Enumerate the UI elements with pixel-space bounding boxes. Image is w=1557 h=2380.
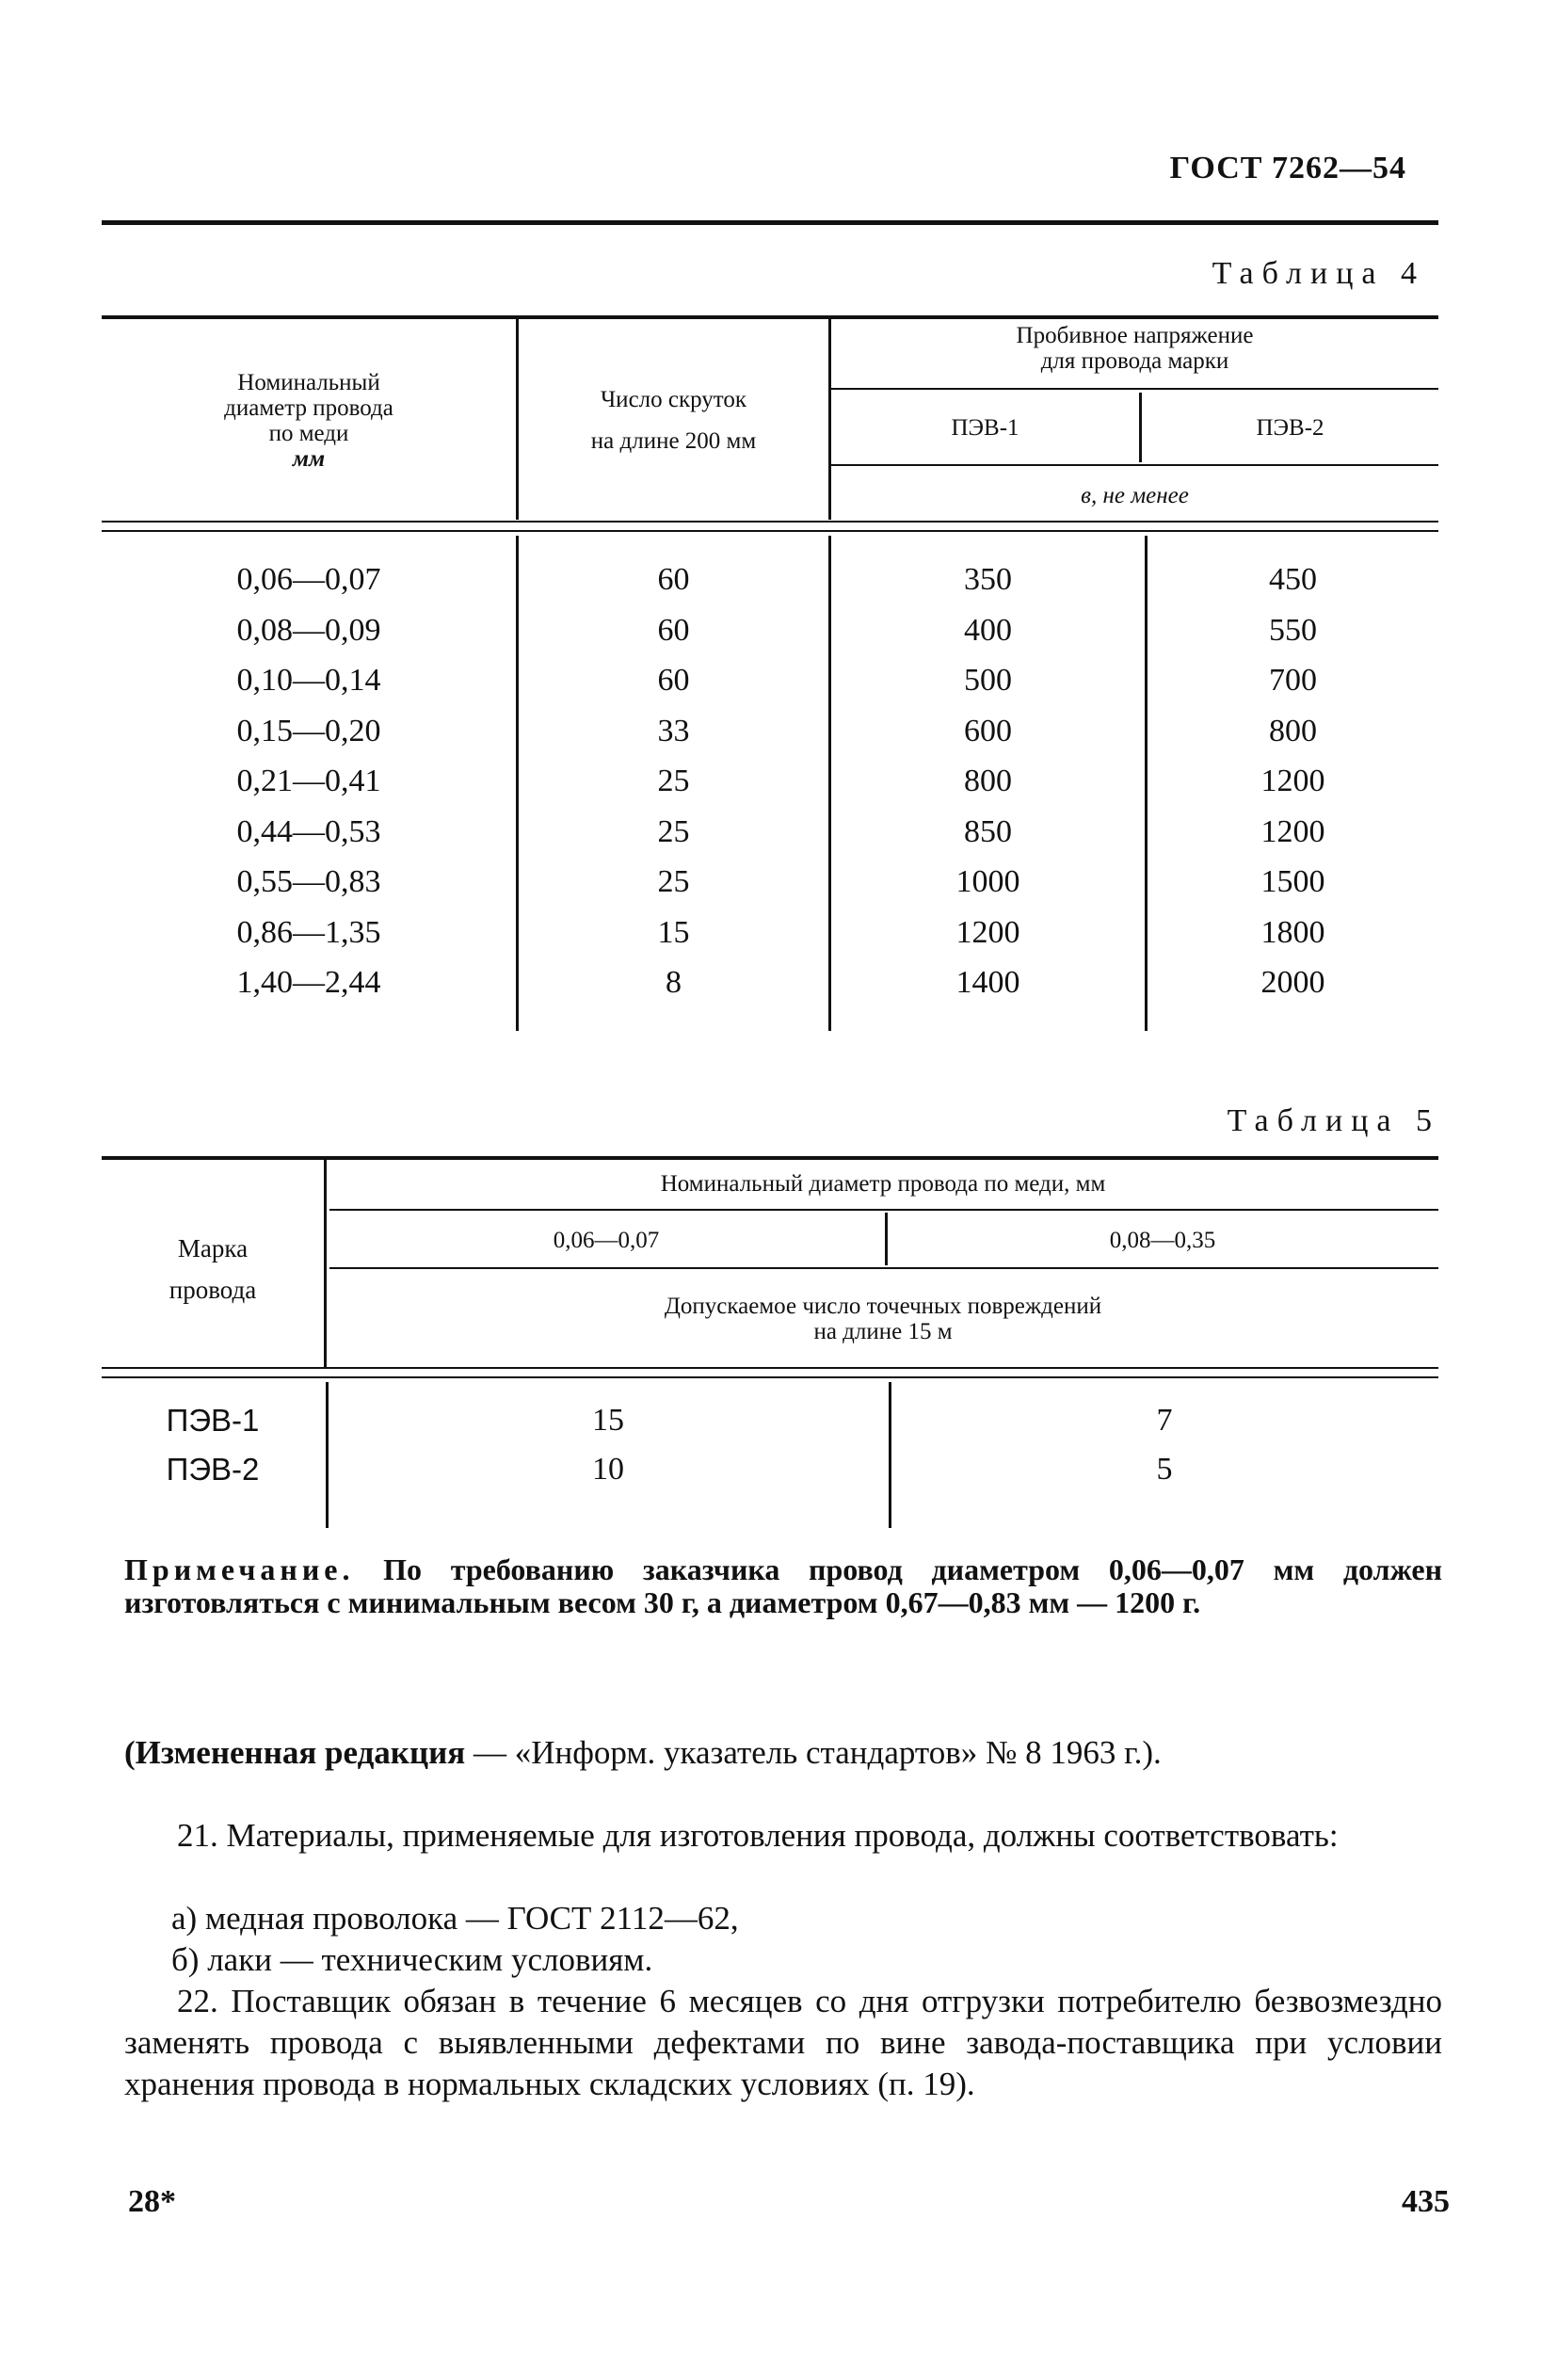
table5-header-damage: Допускаемое число точечных повреждений на длине 15 м [664,1294,1102,1344]
paragraph-22: 22. Поставщик обязан в течение 6 месяцев со дня отгрузки потребителю безвозмездно заменять провода с выявленными дефектами по вине завода-поставщика при условии хранения провода в нормальных складских условиях (п. 19). [124,1983,1442,2102]
table-cell: 1200 [1260,813,1325,849]
table-cell: 850 [964,813,1012,849]
table-cell: 1000 [955,864,1020,899]
paragraph-21: 21. Материалы, применяемые для изготовления провода, должны соответствовать: [177,1817,1339,1854]
table-cell: 1800 [1260,914,1325,950]
table-cell: 15 [657,914,690,950]
table-cell: 2000 [1260,965,1325,1000]
table-cell: 10 [592,1452,624,1487]
footer-signature-mark: 28* [128,2184,176,2219]
paragraph-21a: а) медная проволока — ГОСТ 2112—62, [171,1900,739,1937]
table4-unit-row: в, не менее [1081,483,1189,508]
table-cell: 1500 [1260,864,1325,899]
table-cell: 1400 [955,965,1020,1000]
table4-header-pev1: ПЭВ-1 [951,415,1019,441]
table4-header-twists: Число скруток на длине 200 мм [590,387,757,454]
table-cell: 550 [1269,612,1317,648]
table5-header-mark: Марка провода [169,1234,257,1304]
table-cell: 25 [657,864,690,899]
table5-header-a: 0,06—0,07 [553,1228,660,1253]
table-cell: 400 [964,612,1012,648]
page-number: 435 [1402,2184,1450,2219]
table5-caption: Таблица 5 [1227,1103,1440,1138]
paragraph-21b: б) лаки — техническим условиям. [171,1941,653,1978]
table-cell: 1200 [955,914,1020,950]
table-cell: ПЭВ-1 [166,1403,260,1438]
table-cell: 0,21—0,41 [236,764,381,798]
table-cell: 60 [657,612,690,648]
table-cell: 60 [657,562,690,597]
note-text: По требованию заказчика провод диаметром 0,06—0,07 мм должен изготовляться с минимальным весом 30 г, а диаметром 0,67—0,83 мм — 1200 г. [124,1552,1442,1619]
standard-number: ГОСТ 7262—54 [1169,151,1406,185]
table-cell: 25 [657,813,690,849]
table-cell: 500 [964,663,1012,698]
table4 [102,315,1438,1031]
table-cell: ПЭВ-2 [166,1452,260,1487]
note-label: Примечание. [124,1552,355,1586]
table-cell: 5 [1156,1452,1173,1487]
table-cell: 7 [1156,1403,1173,1438]
amendment-paragraph: (Измененная редакция — «Информ. указатель стандартов» № 8 1963 г.). [124,1734,1162,1771]
table-cell: 0,15—0,20 [236,713,381,748]
table-cell: 0,10—0,14 [236,663,381,698]
table-cell: 600 [964,713,1012,748]
table-cell: 800 [964,764,1012,798]
table4-header-pev2: ПЭВ-2 [1256,415,1324,441]
table5 [102,1156,1438,1528]
table-cell: 60 [657,663,690,698]
table-cell: 25 [657,764,690,798]
table-cell: 1200 [1260,764,1325,798]
table4-header-voltage: Пробивное напряжение для провода марки [1016,323,1254,374]
table-cell: 0,86—1,35 [236,914,381,950]
table-note [124,1553,1442,1619]
table4-header-diameter: Номинальный диаметр провода по меди мм [224,370,393,472]
table-cell: 15 [592,1403,624,1438]
table-cell: 8 [666,965,682,1000]
table-cell: 33 [657,713,690,748]
table-cell: 0,06—0,07 [236,562,381,597]
header-rule [102,220,1438,225]
table5-header-diameter: Номинальный диаметр провода по меди, мм [660,1171,1106,1197]
table-cell: 1,40—2,44 [236,965,381,1000]
table-cell: 350 [964,562,1012,597]
table-cell: 0,44—0,53 [236,813,381,849]
table-cell: 0,08—0,09 [236,612,381,648]
table-cell: 700 [1269,663,1317,698]
table-cell: 450 [1269,562,1317,597]
table5-header-b: 0,08—0,35 [1109,1228,1216,1253]
table4-caption: Таблица 4 [1212,256,1425,291]
table-cell: 0,55—0,83 [236,864,381,899]
table-cell: 800 [1269,713,1317,748]
